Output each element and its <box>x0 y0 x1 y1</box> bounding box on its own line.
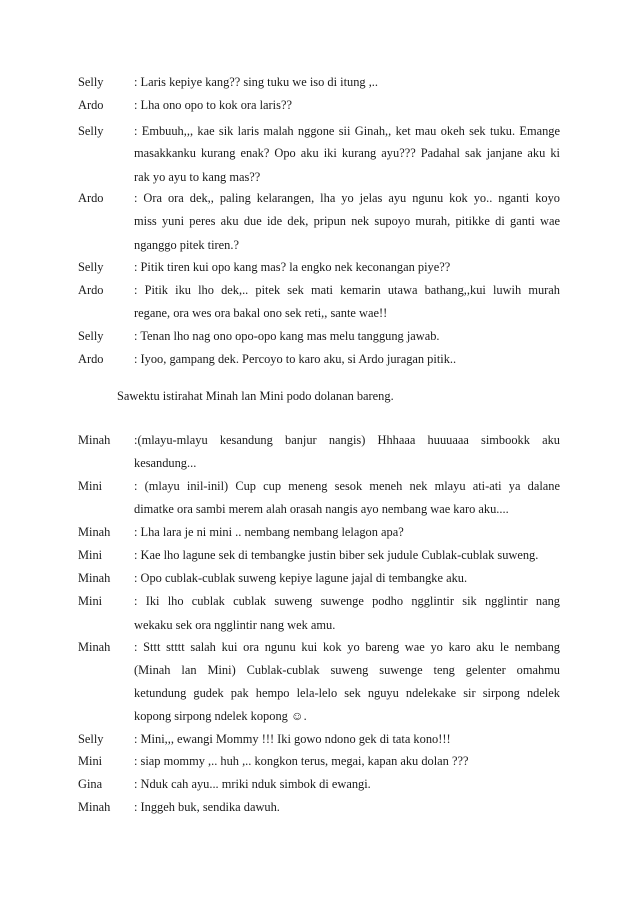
dialogue-line <box>0 452 638 474</box>
dialogue-line <box>0 325 638 347</box>
dialogue-line <box>0 210 638 232</box>
speaker-name: Minah <box>78 433 111 447</box>
dialogue-text: dimatke ora sambi merem alah orasah nangis ayo nembang wae karo aku.... <box>134 502 509 516</box>
dialogue-text: : Kae lho lagune sek di tembangke justin biber sek judule Cublak-cublak suweng. <box>134 548 539 562</box>
dialogue-line <box>0 187 638 209</box>
dialogue-line <box>0 796 638 818</box>
dialogue-text: : siap mommy ,.. huh ,.. kongkon terus, megai, kapan aku dolan ??? <box>134 754 469 768</box>
speaker-name: Minah <box>78 525 111 539</box>
speaker-name: Mini <box>78 754 103 768</box>
speaker-name: Selly <box>78 329 104 343</box>
dialogue-text: : Sttt stttt salah kui ora ngunu kui kok yo bareng wae yo karo aku le nembang <box>134 640 560 654</box>
dialogue-text: miss yuni peres aku due ide dek, pripun nek supoyo murah, pitikke di ganti wae <box>134 214 560 228</box>
stage-direction <box>0 385 638 407</box>
dialogue-line <box>0 750 638 772</box>
speaker-name: Selly <box>78 732 104 746</box>
dialogue-line <box>0 302 638 324</box>
dialogue-text: : Pitik iku lho dek,.. pitek sek mati kemarin utawa bathang,,kui luwih murah <box>134 283 560 297</box>
dialogue-line <box>0 142 638 164</box>
dialogue-text: : Ora ora dek,, paling kelarangen, lha yo jelas ayu ngunu kok yo.. nganti koyo <box>134 191 560 205</box>
dialogue-line <box>0 256 638 278</box>
dialogue-line <box>0 475 638 497</box>
dialogue-line <box>0 71 638 93</box>
dialogue-text: : Embuuh,,, kae sik laris malah nggone sii Ginah,, ket mau okeh sek tuku. Emange <box>134 124 560 138</box>
dialogue-line <box>0 348 638 370</box>
dialogue-text: : Tenan lho nag ono opo-opo kang mas melu tanggung jawab. <box>134 329 440 343</box>
dialogue-line <box>0 498 638 520</box>
speaker-name: Selly <box>78 75 104 89</box>
dialogue-text: wekaku sek ora ngglintir nang wek amu. <box>134 618 336 632</box>
dialogue-text: rak yo ayu to kang mas?? <box>134 170 261 184</box>
dialogue-text: : Lha ono opo to kok ora laris?? <box>134 98 292 112</box>
dialogue-text: : (mlayu inil-inil) Cup cup meneng sesok meneh nek mlayu ati-ati ya dalane <box>134 479 560 493</box>
dialogue-line <box>0 614 638 636</box>
dialogue-text: : Iyoo, gampang dek. Percoyo to karo aku, si Ardo juragan pitik.. <box>134 352 457 366</box>
dialogue-text: : Nduk cah ayu... mriki nduk simbok di ewangi. <box>134 777 371 791</box>
dialogue-text: : Opo cublak-cublak suweng kepiye lagune jajal di tembangke aku. <box>134 571 468 585</box>
dialogue-text: ketundung gudek pak hempo lela-lelo sek nguyu ndelekake sir sirpong ndelek <box>134 686 560 700</box>
dialogue-line <box>0 521 638 543</box>
dialogue-line <box>0 279 638 301</box>
speaker-name: Selly <box>78 260 104 274</box>
dialogue-line <box>0 567 638 589</box>
speaker-name: Ardo <box>78 283 104 297</box>
speaker-name: Minah <box>78 800 111 814</box>
dialogue-line <box>0 705 638 727</box>
dialogue-text: : Lha lara je ni mini .. nembang nembang lelagon apa? <box>134 525 404 539</box>
dialogue-line <box>0 773 638 795</box>
dialogue-line <box>0 234 638 256</box>
speaker-name: Mini <box>78 479 103 493</box>
narration-text: Sawektu istirahat Minah lan Mini podo dolanan bareng. <box>117 389 394 403</box>
speaker-name: Mini <box>78 548 103 562</box>
dialogue-line <box>0 544 638 566</box>
dialogue-line <box>0 659 638 681</box>
dialogue-line <box>0 429 638 451</box>
dialogue-line <box>0 728 638 750</box>
dialogue-text: : Mini,,, ewangi Mommy !!! Iki gowo ndono gek di tata kono!!! <box>134 732 451 746</box>
dialogue-line <box>0 94 638 116</box>
speaker-name: Minah <box>78 640 111 654</box>
dialogue-text: masakkanku kurang enak? Opo aku iki kurang ayu??? Padahal sak janjane aku ki <box>134 146 560 160</box>
dialogue-text: : Iki lho cublak cublak suweng suwenge podho ngglintir sik ngglintir nang <box>134 594 560 608</box>
speaker-name: Mini <box>78 594 103 608</box>
dialogue-text: : Pitik tiren kui opo kang mas? la engko nek keconangan piye?? <box>134 260 451 274</box>
dialogue-line <box>0 120 638 142</box>
dialogue-text: : Laris kepiye kang?? sing tuku we iso di itung ,.. <box>134 75 378 89</box>
speaker-name: Ardo <box>78 98 104 112</box>
dialogue-line <box>0 590 638 612</box>
dialogue-text: regane, ora wes ora bakal ono sek reti,, sante wae!! <box>134 306 388 320</box>
dialogue-text: kopong sirpong ndelek kopong ☺. <box>134 709 307 723</box>
dialogue-text: (Minah lan Mini) Cublak-cublak suweng suwenge teng gelenter omahmu <box>134 663 560 677</box>
dialogue-text: nganggo pitek tiren.? <box>134 238 239 252</box>
speaker-name: Selly <box>78 124 104 138</box>
dialogue-line <box>0 682 638 704</box>
speaker-name: Ardo <box>78 352 104 366</box>
dialogue-text: kesandung... <box>134 456 197 470</box>
speaker-name: Gina <box>78 777 103 791</box>
speaker-name: Minah <box>78 571 111 585</box>
dialogue-text: : Inggeh buk, sendika dawuh. <box>134 800 280 814</box>
dialogue-line <box>0 636 638 658</box>
dialogue-line <box>0 166 638 188</box>
dialogue-text: :(mlayu-mlayu kesandung banjur nangis) Hhhaaa huuuaaa simbookk aku <box>134 433 560 447</box>
speaker-name: Ardo <box>78 191 104 205</box>
